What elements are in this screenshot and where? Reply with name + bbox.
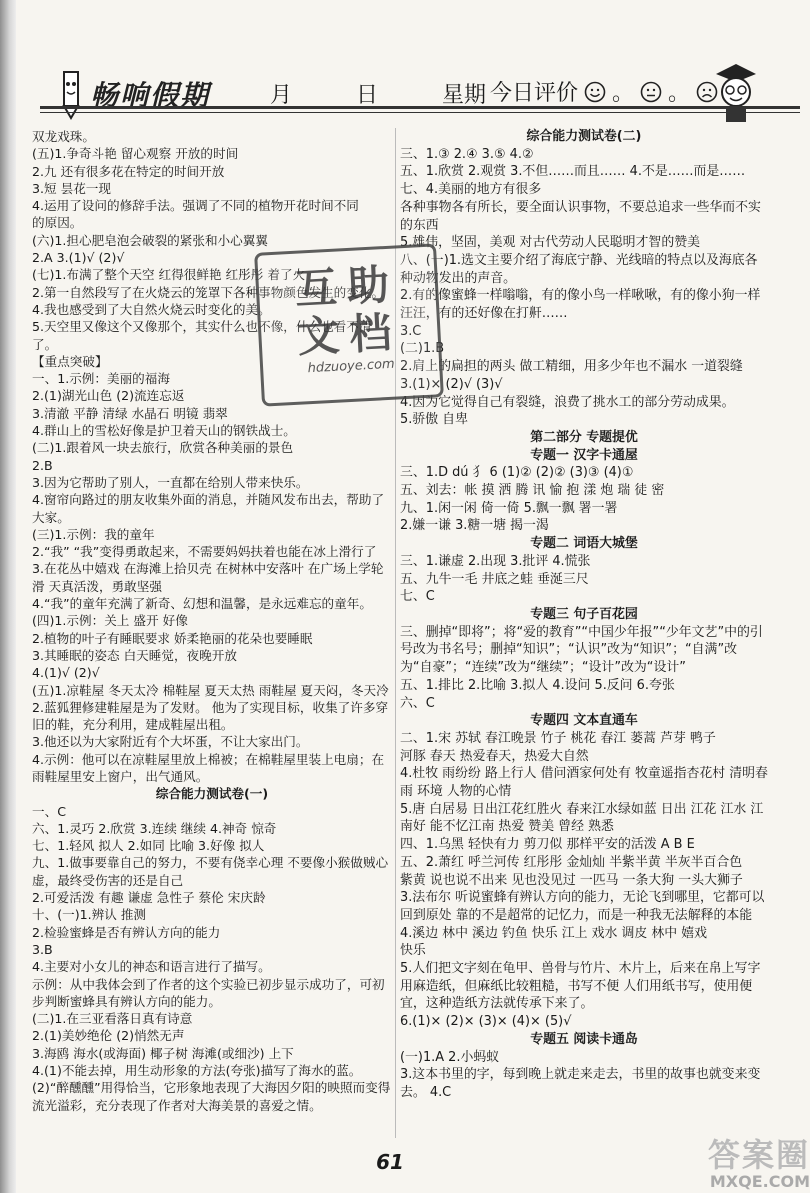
answer-line: (2)“醉醺醺”用得恰当，它形象地表现了大海因夕阳的映照而变得流光溢彩，充分表现了作者对大海美景的喜爱之情。 [32, 1080, 391, 1113]
answer-line: 八、(一)1.选文主要介绍了海底宁静、光线暗的特点以及海底各种动物发出的声音。 [400, 252, 758, 286]
answer-line: 3.清澈 平静 清绿 水晶石 明镜 翡翠 [32, 405, 228, 421]
answer-line: 六、C [400, 695, 435, 711]
stamp-title-2: 文档 [296, 307, 403, 362]
answer-line: 九、1.做事要靠自己的努力，不要有侥幸心理 不要像小猴做贼心虚，最终受伤害的还是自己 [32, 855, 389, 888]
answer-line: 五、刘去：帐 摸 洒 腾 讯 愉 抱 漾 炮 瑞 徒 密 [400, 483, 665, 499]
answer-line: 3.因为它帮助了别人，一直都在给别人带来快乐。 [32, 474, 309, 490]
answer-line: 4.主要对小女儿的神态和语言进行了描写。 [32, 959, 271, 975]
answer-line: 三、删掉“即将”；将“爱的教育”“中国少年报”“少年文艺”中的引号改为书名号；删掉“知识”；“认识”改为“知识”；“自满”改为“自豪”；“连续”改为“继续”；“设计”改为“设计” [400, 624, 763, 676]
answer-line: 七、1.轻风 拟人 2.如同 比喻 3.好像 拟人 [32, 838, 265, 854]
answer-line: 五、2.萧红 呼兰河传 红彤彤 金灿灿 半紫半黄 半灰半百合色 [400, 854, 743, 870]
answer-line: (四)1.示例：关上 盛开 好像 [32, 613, 188, 629]
answer-line: 3.短 昙花一现 [32, 180, 111, 196]
answer-line: 二、1.宋 苏轼 春江晚景 竹子 桃花 春江 蒌蒿 芦芽 鸭子 [400, 730, 716, 746]
answer-line: 河豚 春天 热爱春天，热爱大自然 [400, 748, 589, 764]
answer-line: (二)1.在三亚看落日真有诗意 [32, 1011, 193, 1027]
answer-line: 示例：从中我体会到了作者的这个实验已初步显示成功了，可初步判断蜜蜂具有辨认方向的能力。 [32, 976, 385, 1009]
answer-line: 4.示例：他可以在凉鞋屋里放上棉被；在棉鞋屋里装上电扇；在雨鞋屋里安上窗户，出气通风。 [32, 751, 385, 784]
brand-title: 畅响假期 [90, 79, 211, 112]
answer-line: 2.可爱活泼 有趣 谦虚 急性子 蔡伦 宋庆龄 [32, 890, 266, 906]
answer-line: 3.法布尔 听说蜜蜂有辨认方向的能力，无论飞到哪里，它都可以回到原处 靠的不是超常的记忆力，而是一种我无法解释的本能 [400, 890, 765, 923]
neutral-face-icon [640, 81, 662, 103]
answer-line: 七、4.美丽的地方有很多 [400, 182, 542, 198]
answer-line: 4.因为它觉得自己有裂缝，浪费了挑水工的部分劳动成果。 [400, 394, 735, 410]
answer-line: 2.嫌一谦 3.糖一塘 揭一渴 [400, 518, 549, 534]
answer-line: 2.A 3.(1)√ (2)√ [32, 250, 125, 266]
answer-line: 6.(1)× (2)× (3)× (4)× (5)√ [400, 1014, 572, 1030]
answer-line: 4.我也感受到了大自然火烧云时变化的美。 [32, 301, 271, 317]
answer-line: 2.(1)湖光山色 (2)流连忘返 [32, 388, 185, 404]
answer-line: 2.九 还有很多花在特定的时间开放 [32, 163, 225, 179]
month-label: 月 [270, 83, 293, 108]
answer-line: 3.海鸥 海水(或海面) 椰子树 海滩(或细沙) 上下 [32, 1045, 294, 1061]
answer-line: 四、1.乌黑 轻快有力 剪刀似 那样平安的活泼 A B E [400, 837, 695, 853]
answer-line: 4.“我”的童年充满了新奇、幻想和温馨，是永远难忘的童年。 [32, 596, 372, 612]
answer-line: (五)1.争奇斗艳 留心观察 开放的时间 [32, 146, 239, 162]
answer-line: (二)1.跟着风一块去旅行，欣赏各种美丽的景色 [32, 440, 294, 456]
graduate-mascot-icon [710, 60, 762, 124]
answer-line: 3.B [32, 941, 53, 957]
answer-line: 2.植物的叶子有睡眠要求 娇柔艳丽的花朵也要睡眠 [32, 630, 313, 646]
answer-line: 2.蓝狐狸修建鞋屋是为了发财。 他为了实现目标，收集了许多穿旧的鞋，充分利用，建成鞋屋出租。 [32, 699, 389, 733]
answer-line: 九、1.闲一闲 倚一倚 5.飘一飘 署一署 [400, 500, 618, 516]
answer-line: 快乐 [400, 943, 426, 959]
answer-line: 3.他还以为大家附近有个大坏蛋，不让大家出门。 [32, 734, 309, 750]
answer-line: 各种事物各有所长，要全面认识事物，不要总追求一些华而不实的东西 [400, 199, 761, 233]
answer-line: 3.其睡眠的姿态 白天睡觉，夜晚开放 [32, 647, 237, 663]
topic-4-title: 专题四 文本直通车 [530, 713, 638, 729]
section-title-test-2: 综合能力测试卷(二) [526, 129, 642, 144]
answer-line: 2.(1)美妙绝伦 (2)悄然无声 [32, 1028, 185, 1044]
answer-line: 十、(一)1.辨认 推测 [32, 907, 147, 923]
weekday-label: 星期 [442, 83, 487, 108]
watermark-stamp [254, 243, 444, 406]
right-column [400, 128, 768, 1102]
answer-line: 4.窗帘向路过的朋友收集外面的消息，并随风发布出去，帮助了大家。 [32, 492, 385, 525]
answer-line: 4.溪边 林中 溪边 钓鱼 快乐 江上 戏水 调皮 林中 嬉戏 [400, 925, 707, 941]
answer-line: 3.在花丛中嬉戏 在海滩上拾贝壳 在树林中安落叶 在广场上学轮滑 天真活泼，勇敢坚强 [32, 561, 384, 594]
answer-line: 的原因。 [32, 215, 83, 231]
answer-line: 双龙戏珠。 [32, 129, 95, 144]
answer-line: 一、C [32, 803, 66, 819]
answer-line: 三、1.D dú 犭 6 (1)② (2)② (3)③ (4)① [400, 465, 634, 481]
answer-line: (五)1.凉鞋屋 冬天太冷 棉鞋屋 夏天太热 雨鞋屋 夏天闷，冬天冷 [32, 682, 389, 698]
answer-line: 4.运用了设问的修辞手法。强调了不同的植物开花时间不同 [32, 198, 359, 214]
answer-line: 5.唐 白居易 日出江花红胜火 春来江水绿如蓝 日出 江花 江水 江南好 能不忆江南 热爱 赞美 曾经 熟悉 [400, 801, 764, 835]
watermark-sub: MXQE.COM [709, 1172, 810, 1191]
answer-line: 5.雄伟，坚固，美观 对古代劳动人民聪明才智的赞美 [400, 235, 700, 251]
answer-line: 紫黄 说也说不出来 见也没见过 一匹马 一条大狗 一头大狮子 [400, 872, 743, 888]
book-spine [0, 0, 16, 1193]
happy-face-icon [584, 81, 606, 103]
answer-line: 3.这本书里的字，每到晚上就走来走去，书里的故事也就变来变去。 4.C [400, 1067, 761, 1100]
watermark-main: 答案圈 [707, 1136, 810, 1174]
answer-line: 5.骄傲 自卑 [400, 412, 468, 428]
answer-line: 2.B [32, 457, 53, 473]
answer-line: 5.人们把文字刻在龟甲、兽骨与竹片、木片上，后来在帛上写字用麻造纸，但麻纸比较粗糙，书写不便 人们用纸书写，使用便宜，这种造纸方法就传承下来了。 [400, 961, 761, 1012]
date-fields [270, 78, 486, 109]
topic-3-title: 专题三 句子百花园 [530, 606, 638, 622]
answer-line: (六)1.担心肥皂泡会破裂的紧张和小心翼翼 [32, 232, 268, 248]
answer-line: 4.(1)不能去掉，用生动形象的方法(夸张)描写了海水的蓝。 [32, 1063, 362, 1079]
page-header [20, 60, 810, 128]
answer-line: 2.第一自然段写了在火烧云的笼罩下各种事物颜色发生的变化。 [32, 284, 385, 300]
answer-line: 4.群山上的雪松好像是护卫着天山的钢铁战士。 [32, 423, 296, 439]
answer-line: 2.有的像蜜蜂一样嗡嗡，有的像小鸟一样啾啾，有的像小狗一样汪汪，有的还好像在打鼾…… [400, 288, 761, 322]
answer-line: 4.杜牧 雨纷纷 路上行人 借问酒家何处有 牧童遥指杏花村 清明春雨 环境 人物的心情 [400, 766, 768, 800]
stamp-title-1: 互助 [293, 259, 401, 314]
answer-line: 五、1.欣赏 2.观赏 3.不但……而且…… 4.不是……而是…… [400, 164, 746, 180]
topic-5-title: 专题五 阅读卡通岛 [530, 1031, 638, 1047]
rating-label: 今日评价 [490, 81, 579, 106]
answer-line: 三、1.谦虚 2.出现 3.批评 4.慌张 [400, 553, 591, 569]
answer-line: 五、九牛一毛 井底之蛙 垂涎三尺 [400, 571, 589, 587]
answer-line: 3.C [400, 323, 422, 339]
section-title-test-1: 综合能力测试卷(一) [155, 786, 269, 802]
answer-line: 三、1.③ 2.④ 3.⑤ 4.② [400, 146, 534, 162]
topic-2-title: 专题二 词语大城堡 [530, 536, 638, 552]
answer-line: 5.天空里又像这个又像那个，其实什么也不像，什么也看不清了。 [32, 319, 372, 352]
answer-line: (一)1.A 2.小蚂蚁 [400, 1049, 500, 1065]
answer-line: 五、1.排比 2.比喻 3.拟人 4.设问 5.反问 6.夸张 [400, 677, 675, 693]
answer-line: 2.检验蜜蜂是否有辨认方向的能力 [32, 924, 221, 940]
answer-line: (二)1.B [400, 341, 445, 357]
header-rule-thin [40, 112, 800, 113]
day-label: 日 [356, 83, 379, 108]
answer-line: 七、C [400, 589, 435, 605]
answer-line: (七)1.布满了整个天空 红得很鲜艳 红彤彤 着了火 [32, 267, 306, 283]
answer-line: 六、1.灵巧 2.欣赏 3.连续 继续 4.神奇 惊奇 [32, 820, 277, 836]
answer-line: 4.(1)√ (2)√ [32, 665, 100, 681]
part-title: 第二部分 专题提优 [530, 429, 638, 445]
header-rule [40, 106, 800, 109]
page-number: 61 [376, 1150, 404, 1174]
answer-line: 3.(1)× (2)√ (3)√ [400, 376, 503, 392]
stamp-url: hdzuoye.com [307, 356, 396, 377]
corner-watermark [660, 1130, 810, 1190]
answer-line: (三)1.示例：我的童年 [32, 526, 155, 542]
answer-line: 2.肩上的扁担的两头 做工精细，用多少年也不漏水 一道裂缝 [400, 359, 743, 375]
answer-line: 2.“我” “我”变得勇敢起来，不需要妈妈扶着也能在冰上滑行了 [32, 544, 377, 560]
topic-1-title: 专题一 汉字卡通屋 [530, 447, 638, 463]
daily-rating: 今日评价 。 。 [490, 76, 746, 107]
answer-line: 【重点突破】 [32, 353, 108, 369]
answer-line: 一、1.示例：美丽的福海 [32, 371, 170, 387]
